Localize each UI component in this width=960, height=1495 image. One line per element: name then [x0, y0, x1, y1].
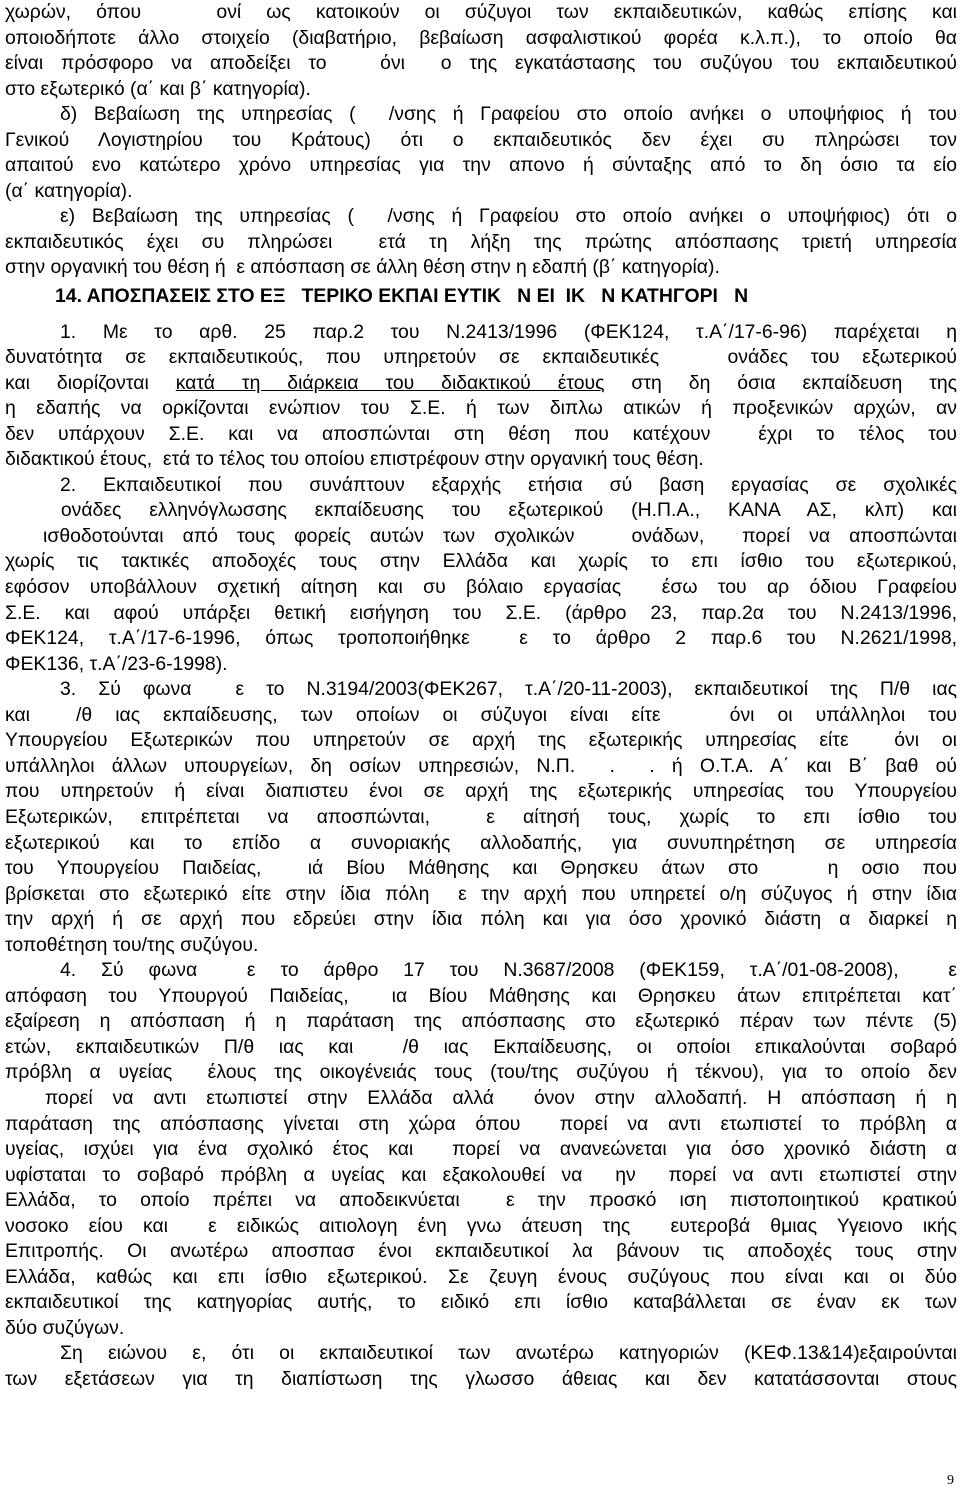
closing-note-first-line: Ση ειώνου ε, ότι οι εκπαιδευτικοί των ανωτέρω κατηγοριών (ΚΕΦ.13&14)εξαιρούνται [60, 1342, 957, 1365]
paragraph-4-first-line: 4. Σύ φωνα ε το άρθρο 17 του Ν.3687/2008 (ΦΕΚ159, τ.Α΄/01-08-2008), ε [60, 959, 957, 982]
text-line: απόφαση του Υπουργού Παιδείας, ια Βίου Μάθησης και Θρησκευ άτων επιτρέπεται κατ΄ [5, 984, 957, 1007]
text-line: ισθοδοτούνται από τους φορείς αυτών των σχολικών ονάδων, πορεί να αποσπώνται [5, 524, 957, 547]
text-line: βρίσκεται στο εξωτερικό είτε στην ίδια πόλη ε την αρχή που υπηρετεί ο/η σύζυγος ή στην ίδια [5, 882, 957, 905]
text-line: δεν υπάρχουν Σ.Ε. και να αποσπώνται στη θέση που κατέχουν έχρι το τέλος του [5, 422, 957, 445]
paragraph-2-first-line: 2. Εκπαιδευτικοί που συνάπτουν εξαρχής ετήσια σύ βαση εργασίας σε σχολικές [60, 473, 957, 496]
underlined-phrase: κατά τη διάρκεια του διδακτικού έτους [175, 371, 605, 394]
text-line: Σ.Ε. και αφού υπάρξει θετική εισήγηση του Σ.Ε. (άρθρο 23, παρ.2α του Ν.2413/1996, [5, 601, 957, 624]
text-line: εκπαιδευτικοί της κατηγορίας αυτής, το ειδικό επι ίσθιο καταβάλλεται σε έναν εκ των [5, 1291, 957, 1314]
text-line: Υπουργείου Εξωτερικών που υπηρετούν σε αρχή της εξωτερικής υπηρεσίας είτε όνι οι [5, 729, 957, 752]
text-segment: και διορίζονται [5, 371, 176, 394]
text-line: είναι πρόσφορο να αποδείξει το όνι ο της εγκατάστασης του συζύγου του εκπαιδευτικού [5, 52, 957, 75]
paragraph-1-first-line: 1. Με το αρθ. 25 παρ.2 του Ν.2413/1996 (ΦΕΚ124, τ.Α΄/17-6-96) παρέχεται η [60, 320, 957, 343]
text-line: πορεί να αντι ετωπιστεί στην Ελλάδα αλλά όνον στην αλλοδαπή. Η απόσπαση ή η [5, 1086, 957, 1109]
document-page [5, 0, 957, 1393]
text-line: που υπηρετούν ή είναι διαπιστευ ένοι σε αρχή της εξωτερικής υπηρεσίας του Υπουργείου [5, 780, 957, 803]
text-line: Επιτροπής. Οι ανωτέρω αποσπασ ένοι εκπαιδευτικοί λα βάνουν τις αποδοχές τους στην [5, 1240, 957, 1263]
text-line: οποιοδήποτε άλλο στοιχείο (διαβατήριο, βεβαίωση ασφαλιστικού φορέα κ.λ.π.), το οποίο θα [5, 26, 957, 49]
text-line: των εξετάσεων για τη διαπίστωση της γλωσσο άθειας και δεν κατατάσσονται στους [5, 1367, 957, 1390]
page-number: 9 [947, 1473, 954, 1488]
text-line: ΦΕΚ136, τ.Α΄/23-6-1998). [5, 652, 228, 675]
text-line: ΦΕΚ124, τ.Α΄/17-6-1996, όπως τροποποιήθηκε ε το άρθρο 2 παρ.6 του Ν.2621/1998, [5, 627, 957, 650]
text-line: υφίσταται το σοβαρό πρόβλη α υγείας και εξακολουθεί να ην πορεί να αντι ετωπιστεί στην [5, 1163, 957, 1186]
text-line: πρόβλη α υγείας έλους της οικογένειάς τους (του/της συζύγου ή τέκνου), για το οποίο δεν [5, 1061, 957, 1084]
text-line: Ελλάδα, καθώς και επι ίσθιο εξωτερικού. Σε ζευγη ένους συζύγους που είναι και οι δύο [5, 1265, 957, 1288]
text-line: την αρχή ή σε αρχή που εδρεύει στην ίδια πόλη και για όσο χρονικό διάστη α διαρκεί η [5, 908, 957, 931]
paragraph-3-first-line: 3. Σύ φωνα ε το Ν.3194/2003(ΦΕΚ267, τ.Α΄/20-11-2003), εκπαιδευτικοί της Π/θ ιας [60, 678, 957, 701]
text-line: και /θ ιας εκπαίδευσης, των οποίων οι σύζυγοι είναι είτε όνι οι υπάλληλοι του [5, 703, 957, 726]
text-line: υπάλληλοι άλλων υπουργείων, δη οσίων υπηρεσιών, Ν.Π. . . ή Ο.Τ.Α. Α΄ και Β΄ βαθ ού [5, 754, 957, 777]
text-line: του Υπουργείου Παιδείας, ιά Βίου Μάθησης και Θρησκευ άτων στο η οσιο που [5, 857, 957, 880]
text-line [5, 371, 957, 397]
text-line: δυνατότητα σε εκπαιδευτικούς, που υπηρετούν σε εκπαιδευτικές ονάδες του εξωτερικού [5, 346, 957, 369]
text-line: εκπαιδευτικός έχει συ πληρώσει ετά τη λήξη της πρώτης απόσπασης τριετή υπηρεσία [5, 230, 957, 253]
text-line: απαιτού ενο κατώτερο χρόνο υπηρεσίας για την απονο ή σύνταξης από το δη όσιο τα είο [5, 154, 957, 177]
text-line: Εξωτερικών, επιτρέπεται να αποσπώνται, ε αίτησή τους, χωρίς το επι ίσθιο του [5, 805, 957, 828]
text-line: ονάδες ελληνόγλωσσης εκπαίδευσης του εξωτερικού (Η.Π.Α., ΚΑΝΑ ΑΣ, κλπ) και [5, 499, 957, 522]
text-line: υγείας, ισχύει για ένα σχολικό έτος και πορεί να ανανεώνεται για όσο χρονικό διάστη α [5, 1138, 957, 1161]
text-line: χωρών, όπου ονί ως κατοικούν οι σύζυγοι των εκπαιδευτικών, καθώς επίσης και [5, 1, 957, 23]
text-line: διδακτικού έτους, ετά το τέλος του οποίου επιστρέφουν στην οργανική τους θέση. [5, 448, 704, 471]
text-line: παράταση της απόσπασης γίνεται στη χώρα όπου πορεί να αντι ετωπιστεί το πρόβλη α [5, 1112, 957, 1135]
paragraph-d-first-line: δ) Βεβαίωση της υπηρεσίας ( /νσης ή Γραφείου στο οποίο ανήκει ο υποψήφιος ή του [60, 103, 957, 126]
text-line: εξωτερικού και το επίδο α συνοριακής αλλοδαπής, για συνυπηρέτηση σε υπηρεσία [5, 831, 957, 854]
paragraph-e-first-line: ε) Βεβαίωση της υπηρεσίας ( /νσης ή Γραφείου στο οποίο ανήκει ο υποψήφιος) ότι ο [60, 205, 957, 228]
text-line: στην οργανική του θέση ή ε απόσπαση σε άλλη θέση στην η εδαπή (β΄ κατηγορία). [5, 256, 720, 279]
section-heading: 14. ΑΠΟΣΠΑΣΕΙΣ ΣΤΟ ΕΞ ΤΕΡΙΚΟ ΕΚΠΑΙ ΕΥΤΙΚ Ν ΕΙ ΙΚ Ν ΚΑΤΗΓΟΡΙ Ν [55, 285, 749, 308]
text-line: η εδαπής να ορκίζονται ενώπιον του Σ.Ε. ή των διπλω ατικών ή προξενικών αρχών, αν [5, 397, 957, 420]
text-line: εξαίρεση η απόσπαση ή η παράταση της απόσπασης στο εξωτερικό πέραν των πέντε (5) [5, 1010, 957, 1033]
text-line: Γενικού Λογιστηρίου του Κράτους) ότι ο εκπαιδευτικός δεν έχει συ πληρώσει τον [5, 128, 957, 151]
text-line: (α΄ κατηγορία). [5, 179, 133, 202]
text-line: Ελλάδα, το οποίο πρέπει να αποδεικνύεται ε την προσκό ιση πιστοποιητικού κρατικού [5, 1189, 957, 1212]
text-line: στο εξωτερικό (α΄ και β΄ κατηγορία). [5, 77, 311, 100]
text-line: τοποθέτηση του/της συζύγου. [5, 933, 259, 956]
text-segment: στη δη όσια εκπαίδευση της [604, 371, 957, 394]
text-line: δύο συζύγων. [5, 1316, 125, 1339]
text-line: νοσοκο είου και ε ειδικώς αιτιολογη ένη γνω άτευση της ευτεροβά θμιας Υγειονο ικής [5, 1214, 957, 1237]
text-line: ετών, εκπαιδευτικών Π/θ ιας και /θ ιας Εκπαίδευσης, οι οποίοι επικαλούνται σοβαρό [5, 1035, 957, 1058]
text-line: χωρίς τις τακτικές αποδοχές τους στην Ελλάδα και χωρίς το επι ίσθιο του εξωτερικού, [5, 550, 957, 573]
text-line: εφόσον υποβάλλουν σχετική αίτηση και συ βόλαιο εργασίας έσω του αρ όδιου Γραφείου [5, 576, 957, 599]
